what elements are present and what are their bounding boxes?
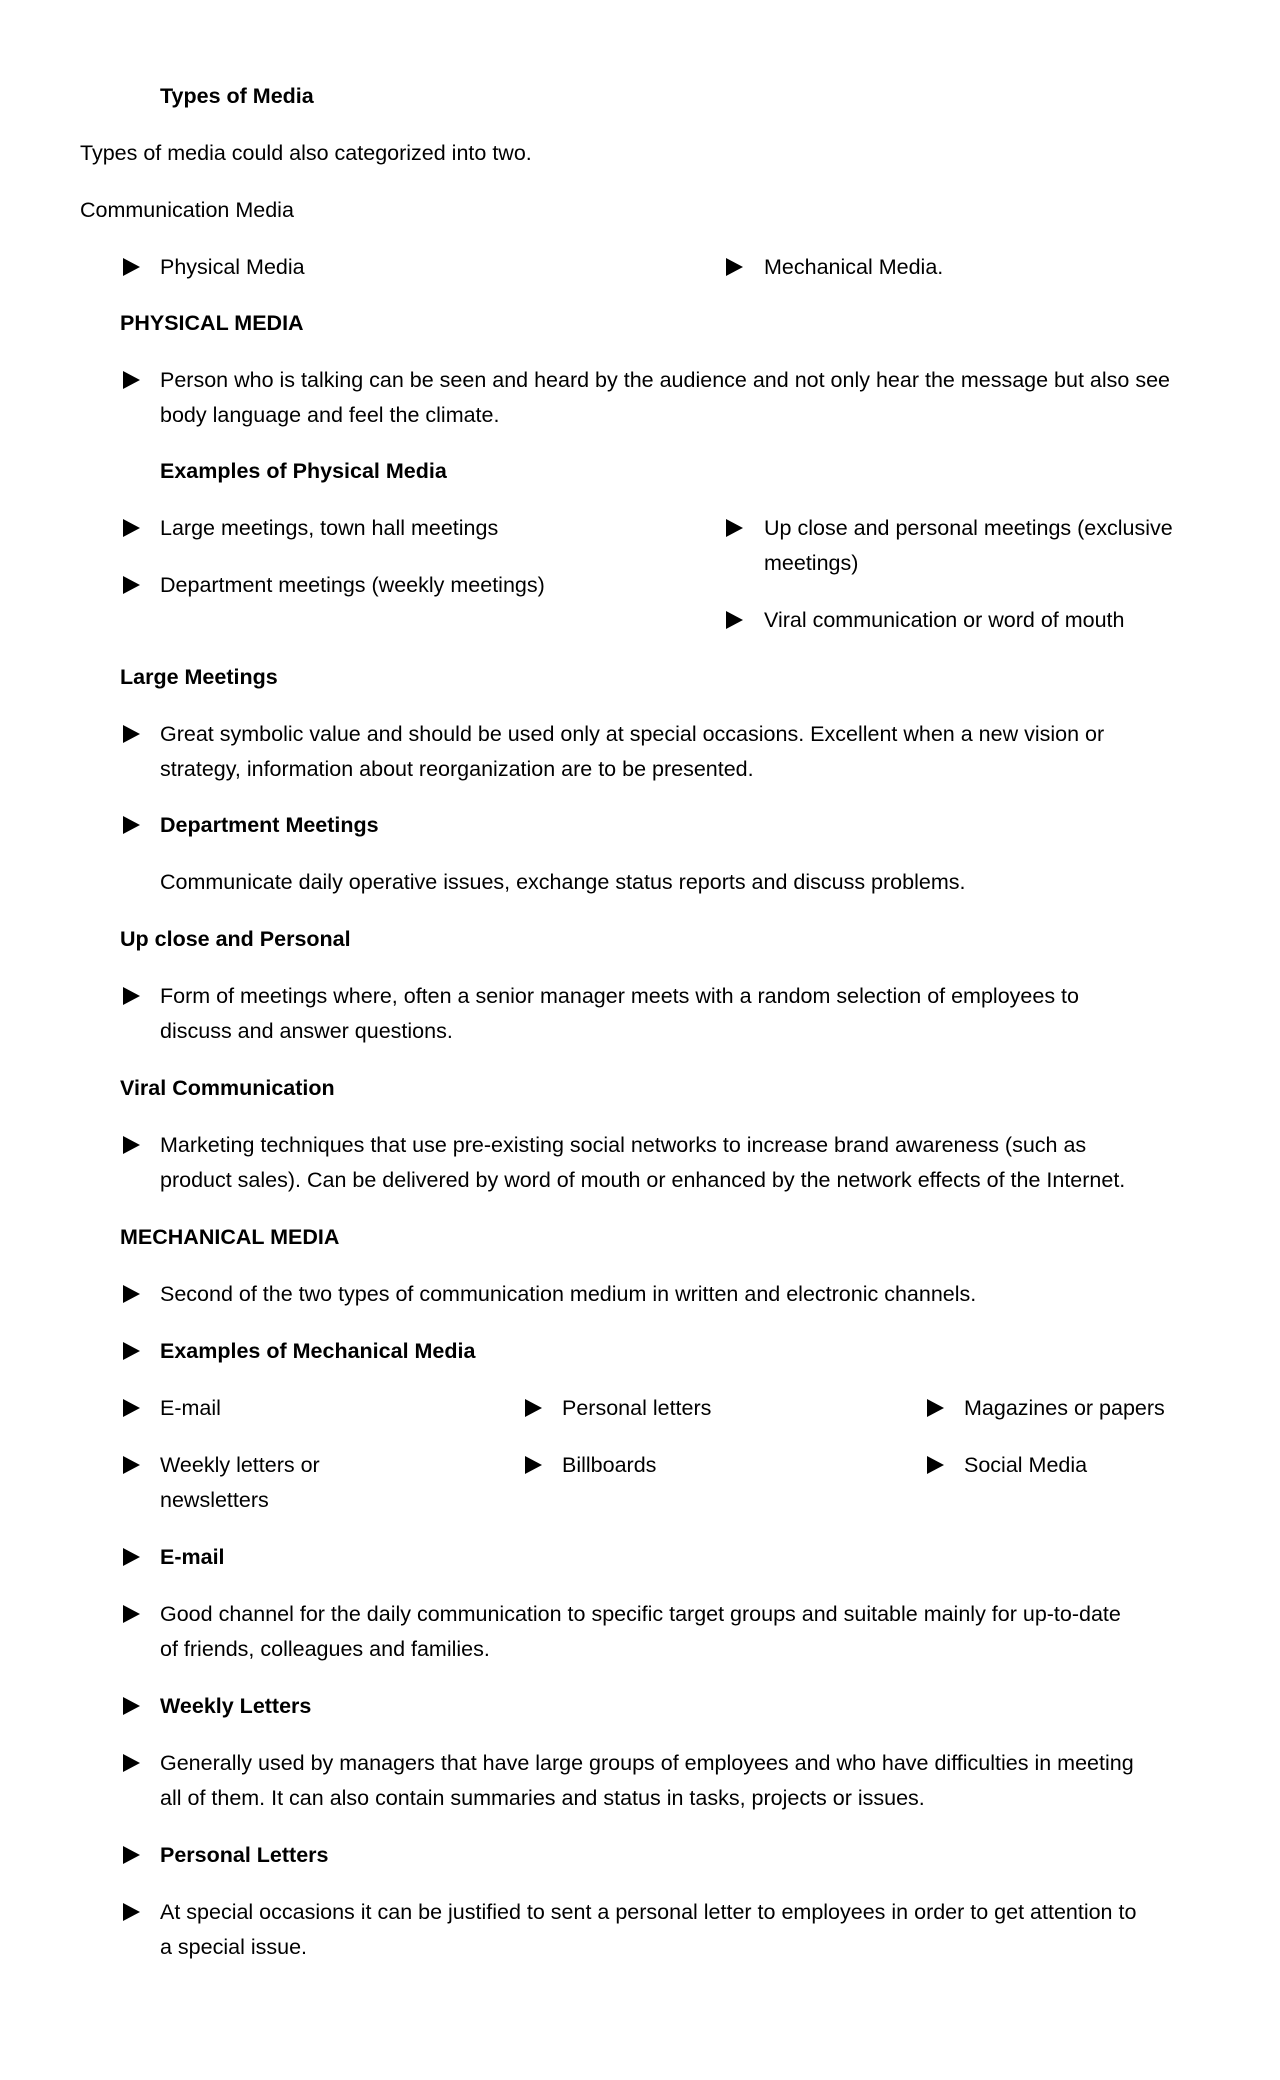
list-item: Personal letters (562, 1396, 712, 1420)
bullet-icon (726, 611, 743, 629)
paragraph-line: product sales). Can be delivered by word of mouth or enhanced by the network effects of the Internet. (160, 1168, 1126, 1192)
paragraph-line: Person who is talking can be seen and heard by the audience and not only hear the message but also see (160, 368, 1170, 392)
list-item: Social Media (964, 1453, 1088, 1477)
bullet-icon (123, 1285, 140, 1303)
bullet-icon (123, 1342, 140, 1360)
list-item: Up close and personal meetings (exclusive (764, 516, 1173, 540)
subheading-examples-physical: Examples of Physical Media (160, 459, 447, 483)
bullet-icon (726, 519, 743, 537)
list-item: Weekly letters or (160, 1453, 320, 1477)
section-heading-physical: PHYSICAL MEDIA (120, 311, 304, 335)
list-item: Billboards (562, 1453, 657, 1477)
paragraph-line: Good channel for the daily communication to specific target groups and suitable mainly for up-to-date (160, 1602, 1121, 1626)
paragraph-line: Generally used by managers that have large groups of employees and who have difficulties in meeting (160, 1751, 1134, 1775)
bullet-icon (123, 1399, 140, 1417)
bullet-icon (123, 1754, 140, 1772)
bullet-icon (123, 1456, 140, 1474)
subheading-examples-mechanical: Examples of Mechanical Media (160, 1339, 476, 1363)
intro-text: Types of media could also categorized into two. (80, 141, 532, 165)
bullet-icon (123, 519, 140, 537)
paragraph-line: of friends, colleagues and families. (160, 1637, 490, 1661)
bullet-icon (726, 258, 743, 276)
section-heading-email: E-mail (160, 1545, 225, 1569)
list-item: Department meetings (weekly meetings) (160, 573, 545, 597)
paragraph-line: Form of meetings where, often a senior manager meets with a random selection of employees to (160, 984, 1079, 1008)
section-heading-personal-letters: Personal Letters (160, 1843, 329, 1867)
list-item: Physical Media (160, 255, 305, 279)
bullet-icon (123, 816, 140, 834)
section-heading-up-close: Up close and Personal (120, 927, 351, 951)
paragraph-line: Communicate daily operative issues, exchange status reports and discuss problems. (160, 870, 966, 894)
section-heading-viral: Viral Communication (120, 1076, 335, 1100)
list-item: E-mail (160, 1396, 221, 1420)
list-item: Mechanical Media. (764, 255, 944, 279)
paragraph-line: Great symbolic value and should be used only at special occasions. Excellent when a new vision or (160, 722, 1105, 746)
bullet-icon (927, 1399, 944, 1417)
list-item-cont: newsletters (160, 1488, 269, 1512)
bullet-icon (123, 1697, 140, 1715)
section-heading-large-meetings: Large Meetings (120, 665, 278, 689)
section-heading-department-meetings: Department Meetings (160, 813, 379, 837)
paragraph-line: strategy, information about reorganization are to be presented. (160, 757, 754, 781)
paragraph-line: body language and feel the climate. (160, 403, 500, 427)
bullet-icon (123, 1605, 140, 1623)
communication-media-label: Communication Media (80, 198, 294, 222)
paragraph-line: Marketing techniques that use pre-existing social networks to increase brand awareness (such as (160, 1133, 1087, 1157)
bullet-icon (123, 1548, 140, 1566)
paragraph-line: At special occasions it can be justified to sent a personal letter to employees in order to get attention to (160, 1900, 1137, 1924)
bullet-icon (123, 258, 140, 276)
list-item-cont: meetings) (764, 551, 859, 575)
bullet-icon (525, 1456, 542, 1474)
list-item: Magazines or papers (964, 1396, 1165, 1420)
paragraph-line: all of them. It can also contain summaries and status in tasks, projects or issues. (160, 1786, 925, 1810)
bullet-icon (123, 1136, 140, 1154)
bullet-icon (123, 725, 140, 743)
list-item: Viral communication or word of mouth (764, 608, 1125, 632)
section-heading-mechanical: MECHANICAL MEDIA (120, 1225, 340, 1249)
section-heading-weekly-letters: Weekly Letters (160, 1694, 312, 1718)
paragraph-line: a special issue. (160, 1935, 307, 1959)
bullet-icon (123, 1846, 140, 1864)
paragraph-line: discuss and answer questions. (160, 1019, 453, 1043)
bullet-icon (123, 1903, 140, 1921)
bullet-icon (525, 1399, 542, 1417)
paragraph-line: Second of the two types of communication medium in written and electronic channels. (160, 1282, 977, 1306)
bullet-icon (123, 987, 140, 1005)
page-title: Types of Media (160, 84, 314, 108)
list-item: Large meetings, town hall meetings (160, 516, 499, 540)
bullet-icon (927, 1456, 944, 1474)
bullet-icon (123, 576, 140, 594)
bullet-icon (123, 371, 140, 389)
